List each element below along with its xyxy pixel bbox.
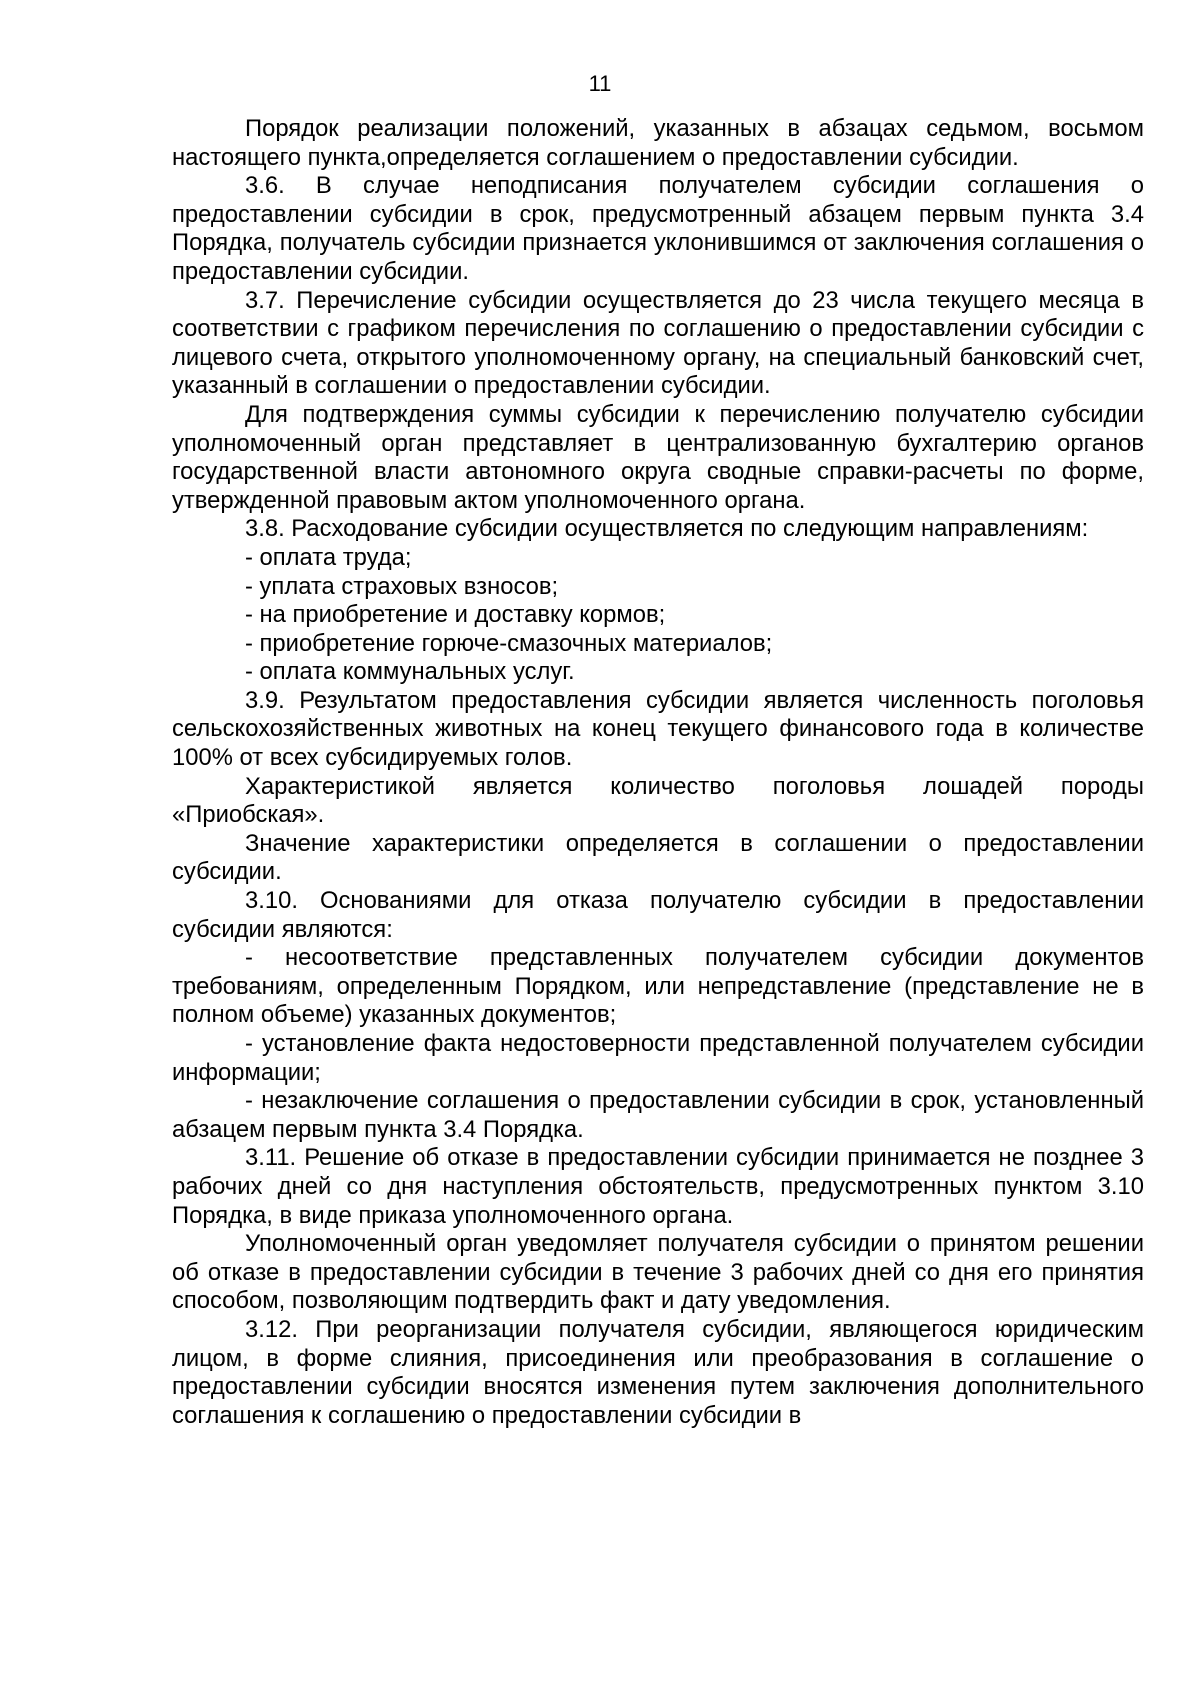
document-body: [172, 115, 1144, 1430]
paragraph-notification: Уполномоченный орган уведомляет получателя субсидии о принятом решении об отказе в предоставлении субсидии в течение 3 рабочих дней со дня его принятия способом, позволяющим подтвердить факт и дату уведомления.: [172, 1230, 1144, 1315]
list-item-unreliable-info: - установление факта недостоверности представленной получателем субсидии информации;: [172, 1030, 1144, 1086]
list-item-utilities: - оплата коммунальных услуг.: [245, 658, 575, 686]
paragraph-procedure-provisions: Порядок реализации положений, указанных в абзацах седьмом, восьмом настоящего пункта,определяется соглашением о предоставлении субсидии.: [172, 115, 1144, 171]
list-item-fuel: - приобретение горюче-смазочных материалов;: [245, 629, 773, 657]
list-item-nonconformity: - несоответствие представленных получателем субсидии документов требованиям, определенным Порядком, или непредставление (представление не в полном объеме) указанных документов;: [172, 944, 1144, 1029]
paragraph-3-8: 3.8. Расходование субсидии осуществляется по следующим направлениям:: [245, 515, 1089, 543]
paragraph-3-10: 3.10. Основаниями для отказа получателю субсидии в предоставлении субсидии являются:: [172, 887, 1144, 943]
paragraph-3-7: 3.7. Перечисление субсидии осуществляется до 23 числа текущего месяца в соответствии с графиком перечисления по соглашению о предоставлении субсидии с лицевого счета, открытого уполномоченному органу, на специальный банковский счет, указанный в соглашении о предоставлении субсидии.: [172, 286, 1144, 400]
list-item-feed: - на приобретение и доставку кормов;: [245, 601, 666, 629]
list-item-labor: - оплата труда;: [245, 543, 412, 571]
paragraph-3-11: 3.11. Решение об отказе в предоставлении субсидии принимается не позднее 3 рабочих дней со дня наступления обстоятельств, предусмотренных пунктом 3.10 Порядка, в виде приказа уполномоченного органа.: [172, 1144, 1144, 1229]
page-number: 11: [588, 71, 612, 96]
paragraph-3-9: 3.9. Результатом предоставления субсидии является численность поголовья сельскохозяйственных животных на конец текущего финансового года в количестве 100% от всех субсидируемых голов.: [172, 686, 1144, 772]
list-item-non-conclusion: - незаключение соглашения о предоставлении субсидии в срок, установленный абзацем первым пункта 3.4 Порядка.: [172, 1087, 1144, 1143]
list-item-insurance: - уплата страховых взносов;: [245, 572, 559, 600]
paragraph-3-6: 3.6. В случае неподписания получателем субсидии соглашения о предоставлении субсидии в срок, предусмотренный абзацем первым пункта 3.4 Порядка, получатель субсидии признается уклонившимся от заключения соглашения о предоставлении субсидии.: [172, 172, 1144, 285]
paragraph-confirmation: Для подтверждения суммы субсидии к перечислению получателю субсидии уполномоченный орган представляет в централизованную бухгалтерию органов государственной власти автономного округа сводные справки-расчеты по форме, утвержденной правовым актом уполномоченного органа.: [172, 400, 1144, 514]
paragraph-characteristic-value: Значение характеристики определяется в соглашении о предоставлении субсидии.: [172, 829, 1144, 886]
paragraph-characteristic: Характеристикой является количество поголовья лошадей породы «Приобская».: [172, 772, 1144, 829]
paragraph-3-12: 3.12. При реорганизации получателя субсидии, являющегося юридическим лицом, в форме слияния, присоединения или преобразования в соглашение о предоставлении субсидии вносятся изменения путем заключения дополнительного соглашения к соглашению о предоставлении субсидии в: [172, 1315, 1144, 1429]
